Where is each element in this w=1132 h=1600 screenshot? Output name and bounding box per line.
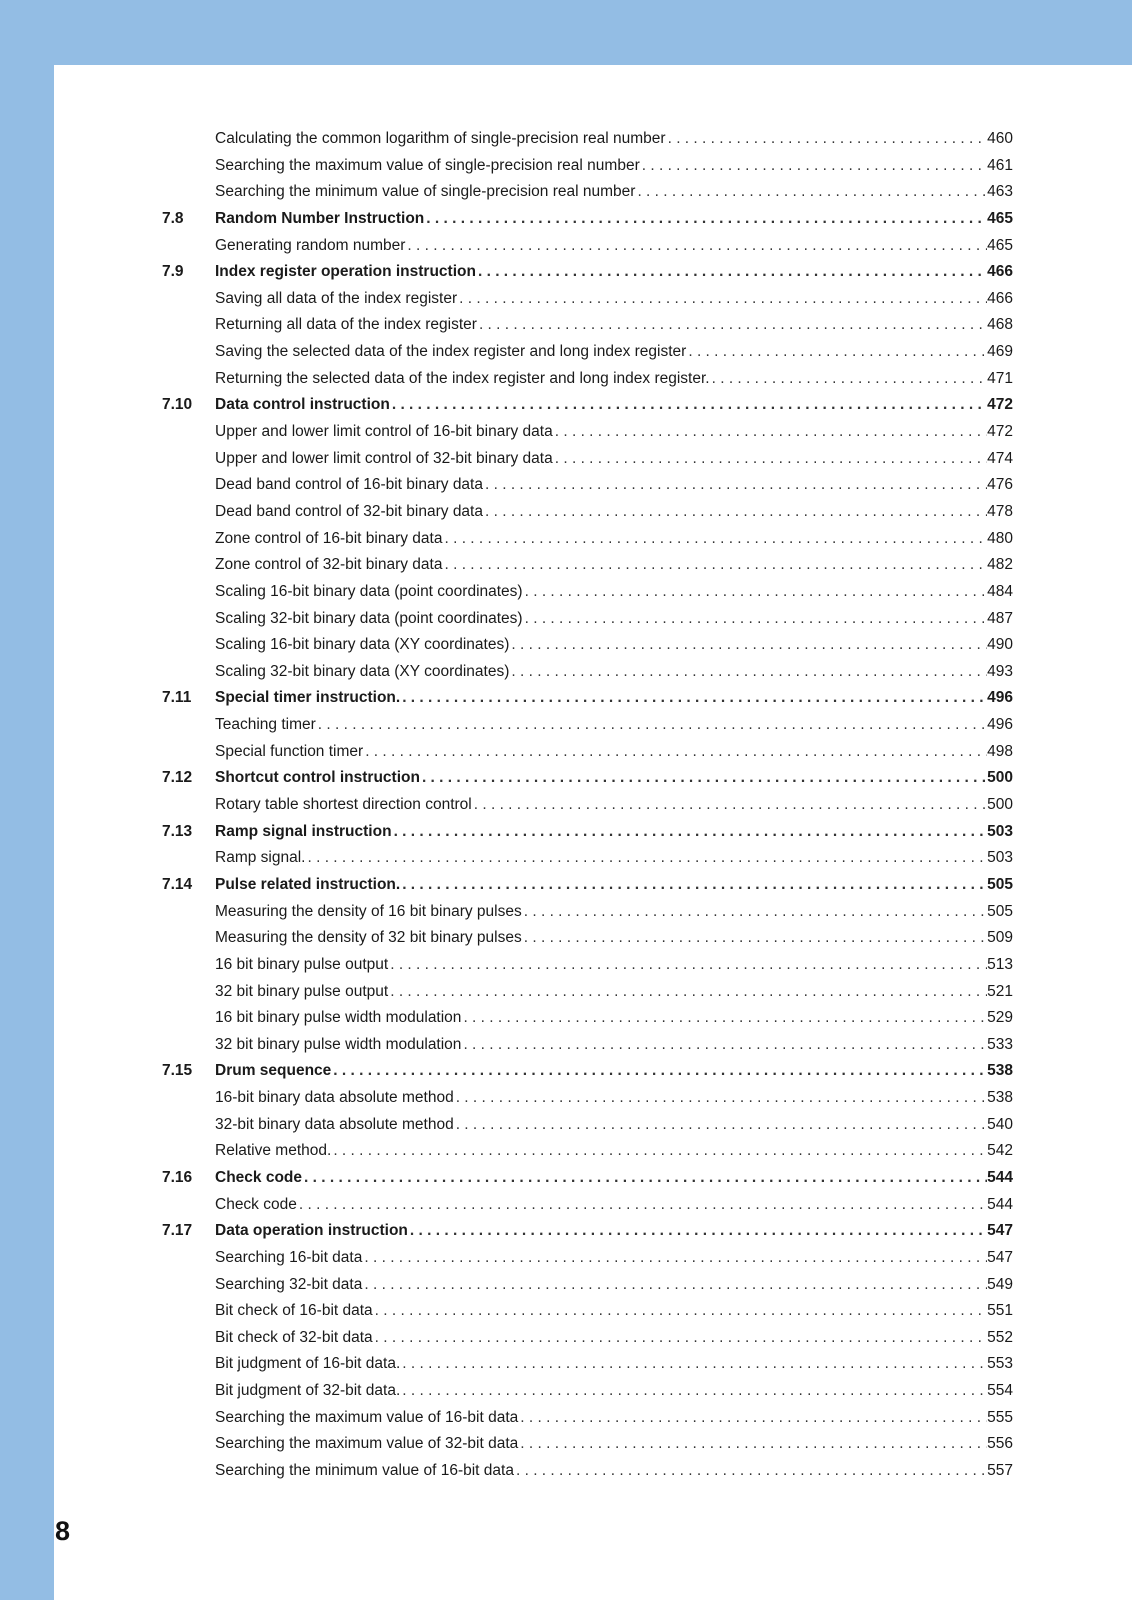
toc-entry-row[interactable] — [0, 419, 1132, 446]
toc-entry[interactable] — [215, 312, 1013, 339]
section-number: 7.17 — [162, 1222, 193, 1240]
entry-title[interactable]: 32-bit binary data absolute method — [215, 1115, 454, 1133]
dot-leader — [400, 872, 987, 899]
entry-title[interactable]: Index register operation instruction — [215, 263, 476, 281]
toc-entry[interactable] — [215, 899, 1013, 926]
toc-entry-row[interactable] — [0, 792, 1132, 819]
toc-entry-row[interactable] — [0, 1325, 1132, 1352]
page-ref[interactable]: 552 — [987, 1328, 1013, 1346]
toc-entry-row[interactable] — [0, 472, 1132, 499]
entry-title[interactable]: Ramp signal instruction — [215, 822, 392, 840]
dot-leader — [362, 1245, 987, 1272]
toc-entry[interactable] — [215, 845, 1013, 872]
toc-entry[interactable] — [215, 392, 1013, 419]
toc-entry-row[interactable] — [0, 179, 1132, 206]
toc-entry-row[interactable] — [0, 632, 1132, 659]
entry-title[interactable]: Returning all data of the index register — [215, 316, 477, 334]
toc-entry[interactable] — [215, 632, 1013, 659]
dot-leader — [392, 819, 988, 846]
page-ref[interactable]: 478 — [987, 502, 1013, 520]
dot-leader — [400, 685, 987, 712]
page-ref[interactable]: 533 — [987, 1035, 1013, 1053]
dot-leader — [297, 1192, 987, 1219]
entry-title[interactable]: Bit judgment of 32-bit data. — [215, 1382, 401, 1400]
page-ref[interactable]: 498 — [987, 742, 1013, 760]
page-ref[interactable]: 505 — [987, 902, 1013, 920]
entry-title[interactable]: Searching 32-bit data — [215, 1275, 363, 1293]
toc-entry[interactable] — [215, 153, 1013, 180]
toc-entry[interactable] — [215, 499, 1013, 526]
page-ref[interactable]: 538 — [987, 1062, 1013, 1080]
toc-entry[interactable] — [215, 1458, 1013, 1485]
toc-entry-row[interactable] — [0, 606, 1132, 633]
page-ref[interactable]: 460 — [987, 130, 1013, 147]
dot-leader — [477, 312, 987, 339]
toc-section-row[interactable] — [0, 819, 1132, 846]
page-ref[interactable]: 505 — [987, 875, 1013, 893]
toc-entry[interactable] — [215, 446, 1013, 473]
page-ref[interactable]: 500 — [987, 796, 1013, 814]
toc-entry-row[interactable] — [0, 526, 1132, 553]
toc-entry-row[interactable] — [0, 286, 1132, 313]
entry-title[interactable]: Check code — [215, 1168, 303, 1186]
entry-title[interactable]: Bit check of 32-bit data — [215, 1328, 373, 1346]
page-ref[interactable]: 487 — [987, 609, 1013, 627]
toc-entry[interactable] — [215, 419, 1013, 446]
toc-entry[interactable] — [215, 1351, 1013, 1378]
page-ref[interactable]: 513 — [987, 955, 1013, 973]
entry-title[interactable]: Scaling 16-bit binary data (XY coordinates) — [215, 636, 510, 654]
entry-title[interactable]: Scaling 32-bit binary data (point coordinates) — [215, 609, 523, 627]
section-number: 7.9 — [162, 263, 184, 281]
entry-title[interactable]: Bit check of 16-bit data — [215, 1302, 373, 1320]
toc-entry[interactable] — [215, 606, 1013, 633]
dot-leader — [454, 1085, 987, 1112]
entry-title[interactable]: Dead band control of 16-bit binary data — [215, 476, 483, 494]
toc-entry[interactable] — [215, 1192, 1013, 1219]
dot-leader — [331, 1138, 987, 1165]
entry-title[interactable]: Measuring the density of 16 bit binary pulses — [215, 902, 522, 920]
toc-entry-row[interactable] — [0, 499, 1132, 526]
table-of-contents — [0, 126, 1132, 1485]
entry-title[interactable]: Searching the maximum value of 16-bit data — [215, 1408, 519, 1426]
toc-entry[interactable] — [215, 712, 1013, 739]
toc-entry-row[interactable] — [0, 1458, 1132, 1485]
toc-entry[interactable] — [215, 1272, 1013, 1299]
toc-entry[interactable] — [215, 872, 1013, 899]
page-ref[interactable]: 496 — [987, 689, 1013, 707]
entry-title[interactable]: 32 bit binary pulse output — [215, 982, 389, 1000]
toc-entry[interactable] — [215, 765, 1013, 792]
toc-entry[interactable] — [215, 1138, 1013, 1165]
toc-section-row[interactable] — [0, 872, 1132, 899]
dot-leader — [461, 1005, 987, 1032]
dot-leader — [523, 579, 988, 606]
toc-entry-row[interactable] — [0, 366, 1132, 393]
toc-entry[interactable] — [215, 819, 1013, 846]
dot-leader — [640, 153, 987, 180]
dot-leader — [457, 286, 987, 313]
dot-leader — [302, 1165, 987, 1192]
toc-entry-row[interactable] — [0, 1405, 1132, 1432]
entry-title[interactable]: Drum sequence — [215, 1062, 332, 1080]
dot-leader — [710, 366, 988, 393]
section-number: 7.8 — [162, 209, 184, 227]
page-ref[interactable]: 500 — [987, 769, 1013, 787]
toc-entry[interactable] — [215, 339, 1013, 366]
dot-leader — [373, 1325, 987, 1352]
entry-title[interactable]: Teaching timer — [215, 716, 316, 734]
toc-entry[interactable] — [215, 1298, 1013, 1325]
page-ref[interactable]: 465 — [987, 209, 1013, 227]
entry-title[interactable]: Upper and lower limit control of 32-bit binary data — [215, 449, 553, 467]
toc-entry-row[interactable] — [0, 899, 1132, 926]
toc-entry[interactable] — [215, 1005, 1013, 1032]
dot-leader — [305, 845, 987, 872]
dot-leader — [454, 1112, 987, 1139]
page-ref[interactable]: 476 — [987, 476, 1013, 494]
toc-entry[interactable] — [215, 233, 1013, 260]
toc-entry-row[interactable] — [0, 1085, 1132, 1112]
dot-leader — [518, 1431, 987, 1458]
dot-leader — [408, 1218, 987, 1245]
section-number: 7.10 — [162, 396, 193, 414]
toc-section-row[interactable] — [0, 259, 1132, 286]
entry-title[interactable]: 16 bit binary pulse output — [215, 955, 389, 973]
entry-title[interactable]: Searching the maximum value of single-precision real number — [215, 156, 640, 174]
toc-section-row[interactable] — [0, 206, 1132, 233]
entry-title[interactable]: Searching the minimum value of 16-bit data — [215, 1462, 514, 1480]
toc-entry[interactable] — [215, 1032, 1013, 1059]
toc-entry[interactable] — [215, 126, 1013, 153]
toc-entry-row[interactable] — [0, 339, 1132, 366]
page-ref[interactable]: 547 — [987, 1248, 1013, 1266]
dot-leader — [461, 1032, 987, 1059]
dot-leader — [472, 792, 987, 819]
entry-title[interactable]: 32 bit binary pulse width modulation — [215, 1035, 462, 1053]
toc-entry[interactable] — [215, 206, 1013, 233]
dot-leader — [362, 1272, 987, 1299]
page-ref[interactable]: 472 — [987, 423, 1013, 441]
page-ref[interactable]: 544 — [987, 1168, 1013, 1186]
page-ref[interactable]: 474 — [987, 449, 1013, 467]
toc-entry[interactable] — [215, 1431, 1013, 1458]
entry-title[interactable]: Data operation instruction — [215, 1222, 408, 1240]
page-ref[interactable]: 549 — [987, 1275, 1013, 1293]
entry-title[interactable]: Dead band control of 32-bit binary data — [215, 502, 483, 520]
dot-leader — [363, 739, 987, 766]
page-ref[interactable]: 529 — [987, 1009, 1013, 1027]
entry-title[interactable]: Zone control of 16-bit binary data — [215, 529, 443, 547]
toc-entry-row[interactable] — [0, 312, 1132, 339]
toc-entry[interactable] — [215, 685, 1013, 712]
toc-entry-row[interactable] — [0, 925, 1132, 952]
toc-entry[interactable] — [215, 925, 1013, 952]
toc-entry-row[interactable] — [0, 979, 1132, 1006]
dot-leader — [442, 526, 987, 553]
page-ref[interactable]: 540 — [987, 1115, 1013, 1133]
entry-title[interactable]: Searching 16-bit data — [215, 1248, 363, 1266]
toc-entry-row[interactable] — [0, 153, 1132, 180]
dot-leader — [509, 632, 987, 659]
page-ref[interactable]: 521 — [987, 982, 1013, 1000]
entry-title[interactable]: Special timer instruction. — [215, 689, 401, 707]
entry-title[interactable]: Special function timer — [215, 742, 364, 760]
entry-title[interactable]: Searching the minimum value of single-precision real number — [215, 183, 636, 201]
dot-leader — [523, 606, 988, 633]
page-ref[interactable]: 480 — [987, 529, 1013, 547]
page-ref[interactable]: 472 — [987, 396, 1013, 414]
toc-entry[interactable] — [215, 472, 1013, 499]
dot-leader — [476, 259, 987, 286]
toc-entry[interactable] — [215, 659, 1013, 686]
entry-title[interactable]: Data control instruction — [215, 396, 390, 414]
entry-title[interactable]: Scaling 32-bit binary data (XY coordinates) — [215, 662, 510, 680]
page-ref[interactable]: 471 — [987, 369, 1013, 387]
entry-title[interactable]: Returning the selected data of the index register and long index register. — [215, 369, 710, 387]
dot-leader — [400, 1351, 987, 1378]
toc-entry[interactable] — [215, 259, 1013, 286]
page-ref[interactable]: 461 — [987, 156, 1013, 174]
page-ref[interactable]: 551 — [987, 1302, 1013, 1320]
toc-entry-row[interactable] — [0, 1272, 1132, 1299]
dot-leader — [388, 952, 987, 979]
dot-leader — [483, 472, 987, 499]
toc-entry[interactable] — [215, 1218, 1013, 1245]
toc-entry-row[interactable] — [0, 233, 1132, 260]
toc-entry-row[interactable] — [0, 1298, 1132, 1325]
toc-entry-row[interactable] — [0, 446, 1132, 473]
toc-entry[interactable] — [215, 952, 1013, 979]
page-ref[interactable]: 556 — [987, 1435, 1013, 1453]
toc-entry[interactable] — [215, 979, 1013, 1006]
toc-entry-row[interactable] — [0, 1351, 1132, 1378]
page-ref[interactable]: 503 — [987, 849, 1013, 867]
section-number: 7.11 — [162, 689, 192, 707]
entry-title[interactable]: Bit judgment of 16-bit data. — [215, 1355, 401, 1373]
page-ref[interactable]: 466 — [987, 289, 1013, 307]
entry-title[interactable]: 16 bit binary pulse width modulation — [215, 1009, 462, 1027]
dot-leader — [509, 659, 987, 686]
page-ref[interactable]: 465 — [987, 236, 1013, 254]
dot-leader — [420, 765, 987, 792]
toc-entry-row[interactable] — [0, 1245, 1132, 1272]
dot-leader — [424, 206, 987, 233]
dot-leader — [666, 126, 988, 153]
dot-leader — [522, 899, 987, 926]
entry-title[interactable]: Saving the selected data of the index register and long index register — [215, 343, 687, 361]
entry-title[interactable]: Pulse related instruction. — [215, 875, 401, 893]
dot-leader — [400, 1378, 987, 1405]
page-ref[interactable]: 555 — [987, 1408, 1013, 1426]
dot-leader — [514, 1458, 987, 1485]
page-ref[interactable]: 544 — [987, 1195, 1013, 1213]
toc-entry-row[interactable] — [0, 1005, 1132, 1032]
page-ref[interactable]: 542 — [987, 1142, 1013, 1160]
page-ref[interactable]: 538 — [987, 1089, 1013, 1107]
toc-entry-row[interactable] — [0, 126, 1132, 153]
toc-entry-row[interactable] — [0, 1112, 1132, 1139]
entry-title[interactable]: Searching the maximum value of 32-bit data — [215, 1435, 519, 1453]
toc-section-row[interactable] — [0, 1058, 1132, 1085]
entry-title[interactable]: Ramp signal. — [215, 849, 306, 867]
toc-entry[interactable] — [215, 1378, 1013, 1405]
toc-section-row[interactable] — [0, 685, 1132, 712]
dot-leader — [635, 179, 987, 206]
dot-leader — [686, 339, 987, 366]
entry-title[interactable]: 16-bit binary data absolute method — [215, 1089, 454, 1107]
dot-leader — [331, 1058, 987, 1085]
toc-entry[interactable] — [215, 792, 1013, 819]
toc-entry-row[interactable] — [0, 552, 1132, 579]
entry-title[interactable]: Measuring the density of 32 bit binary pulses — [215, 929, 522, 947]
toc-section-row[interactable] — [0, 392, 1132, 419]
page-ref[interactable]: 503 — [987, 822, 1013, 840]
page-ref[interactable]: 482 — [987, 556, 1013, 574]
page-ref[interactable]: 557 — [987, 1462, 1013, 1480]
page-ref[interactable]: 490 — [987, 636, 1013, 654]
toc-entry[interactable] — [215, 579, 1013, 606]
entry-title[interactable]: Shortcut control instruction — [215, 769, 420, 787]
toc-entry-row[interactable] — [0, 1192, 1132, 1219]
page-ref[interactable]: 468 — [987, 316, 1013, 334]
entry-title[interactable]: Relative method. — [215, 1142, 332, 1160]
entry-title[interactable]: Zone control of 32-bit binary data — [215, 556, 443, 574]
toc-entry[interactable] — [215, 1325, 1013, 1352]
entry-title[interactable]: Generating random number — [215, 236, 406, 254]
toc-entry-row[interactable] — [0, 712, 1132, 739]
section-number: 7.14 — [162, 875, 193, 893]
toc-entry[interactable] — [215, 552, 1013, 579]
header-band — [0, 0, 1132, 65]
entry-title[interactable]: Check code — [215, 1195, 297, 1213]
toc-entry[interactable] — [215, 739, 1013, 766]
toc-entry-row[interactable] — [0, 659, 1132, 686]
entry-title[interactable]: Upper and lower limit control of 16-bit binary data — [215, 423, 553, 441]
toc-entry[interactable] — [215, 1405, 1013, 1432]
toc-entry[interactable] — [215, 1112, 1013, 1139]
page-ref[interactable]: 466 — [987, 263, 1013, 281]
entry-title[interactable]: Rotary table shortest direction control — [215, 796, 472, 814]
dot-leader — [373, 1298, 987, 1325]
toc-entry-row[interactable] — [0, 1378, 1132, 1405]
toc-entry[interactable] — [215, 366, 1013, 393]
dot-leader — [518, 1405, 987, 1432]
dot-leader — [522, 925, 987, 952]
section-number: 7.15 — [162, 1062, 193, 1080]
toc-entry[interactable] — [215, 1085, 1013, 1112]
toc-entry[interactable] — [215, 1058, 1013, 1085]
toc-section-row[interactable] — [0, 1165, 1132, 1192]
page-ref[interactable]: 496 — [987, 716, 1013, 734]
entry-title[interactable]: Random Number Instruction — [215, 209, 425, 227]
toc-entry[interactable] — [215, 286, 1013, 313]
page-ref[interactable]: 509 — [987, 929, 1013, 947]
section-number: 7.13 — [162, 822, 193, 840]
toc-entry[interactable] — [215, 1245, 1013, 1272]
toc-entry[interactable] — [215, 179, 1013, 206]
toc-entry[interactable] — [215, 526, 1013, 553]
section-number: 7.12 — [162, 769, 193, 787]
dot-leader — [553, 446, 987, 473]
page-ref[interactable]: 553 — [987, 1355, 1013, 1373]
entry-title[interactable]: Scaling 16-bit binary data (point coordinates) — [215, 582, 523, 600]
toc-entry-row[interactable] — [0, 739, 1132, 766]
toc-entry-row[interactable] — [0, 845, 1132, 872]
toc-entry-row[interactable] — [0, 952, 1132, 979]
toc-entry-row[interactable] — [0, 579, 1132, 606]
entry-title[interactable]: Saving all data of the index register — [215, 289, 458, 307]
dot-leader — [316, 712, 987, 739]
toc-entry-row[interactable] — [0, 1138, 1132, 1165]
dot-leader — [553, 419, 987, 446]
page-ref[interactable]: 469 — [987, 343, 1013, 361]
toc-section-row[interactable] — [0, 765, 1132, 792]
dot-leader — [483, 499, 987, 526]
page-ref[interactable]: 493 — [987, 662, 1013, 680]
toc-entry-row[interactable] — [0, 1032, 1132, 1059]
dot-leader — [390, 392, 987, 419]
dot-leader — [405, 233, 987, 260]
page-ref[interactable]: 554 — [987, 1382, 1013, 1400]
page-ref[interactable]: 484 — [987, 582, 1013, 600]
page-ref[interactable]: 463 — [987, 183, 1013, 201]
entry-title[interactable]: Calculating the common logarithm of single-precision real number — [215, 130, 666, 147]
toc-entry-row[interactable] — [0, 1431, 1132, 1458]
dot-leader — [388, 979, 987, 1006]
page-ref[interactable]: 547 — [987, 1222, 1013, 1240]
dot-leader — [442, 552, 987, 579]
page-number: 8 — [55, 1516, 71, 1546]
section-number: 7.16 — [162, 1168, 193, 1186]
toc-section-row[interactable] — [0, 1218, 1132, 1245]
toc-entry[interactable] — [215, 1165, 1013, 1192]
